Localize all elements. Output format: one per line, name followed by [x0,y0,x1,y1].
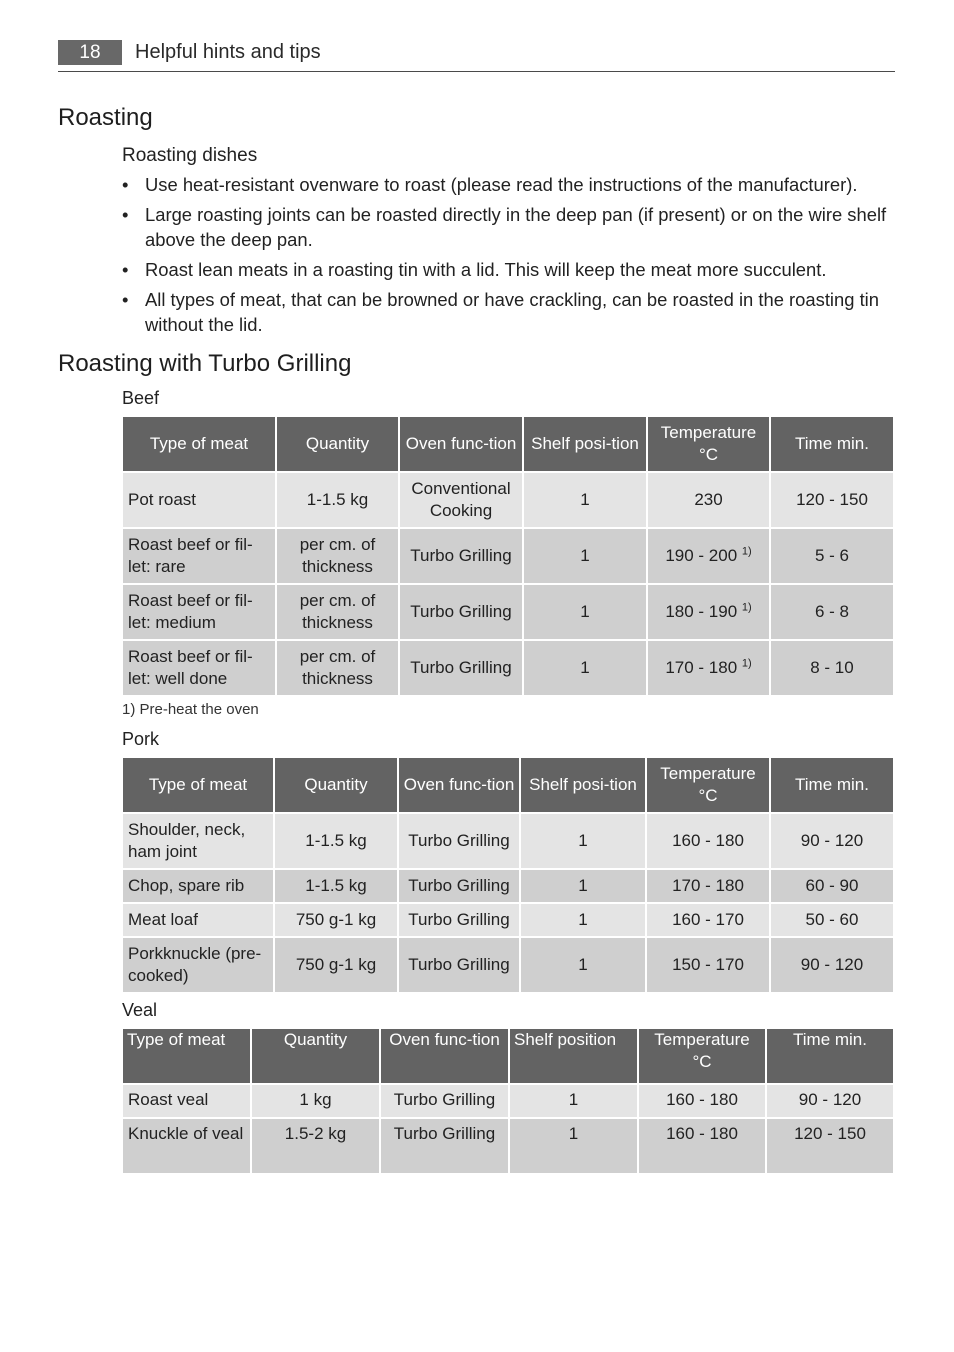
cell-quantity: 1-1.5 kg [275,870,397,902]
column-header-shelf: Shelf posi-tion [521,758,645,812]
column-header-temperature: Temperature °C [648,417,769,471]
page-header [58,40,895,72]
cell-type: Shoulder, neck, ham joint [123,814,273,868]
table-row [123,814,893,868]
cell-shelf: 1 [510,1119,637,1173]
roasting-tips-list [122,172,897,342]
turbo-grilling-heading: Roasting with Turbo Grilling [58,350,352,377]
cell-type: Pot roast [123,473,275,527]
column-header-temperature: Temperature °C [639,1029,765,1083]
cell-temperature: 230 [648,473,769,527]
cell-time: 6 - 8 [771,585,893,639]
beef-table [121,415,895,697]
table-row [123,1085,893,1117]
page-number: 18 [58,40,122,65]
cell-time: 90 - 120 [771,938,893,992]
cell-time: 120 - 150 [767,1119,893,1173]
cell-type: Meat loaf [123,904,273,936]
column-header-oven-function: Oven func-tion [400,417,522,471]
beef-label: Beef [122,388,160,408]
column-header-type: Type of meat [123,1029,250,1083]
list-item: • Roast lean meats in a roasting tin with a lid. This will keep the meat more succulent. [122,257,897,282]
cell-type: Knuckle of veal [123,1119,250,1173]
roasting-heading: Roasting [58,104,153,131]
table-header-row [123,1029,893,1083]
cell-oven-function: Turbo Grilling [400,529,522,583]
cell-temperature: 160 - 180 [639,1119,765,1173]
list-item: • Use heat-resistant ovenware to roast (please read the instructions of the manufacturer). [122,172,897,197]
footnote-mark: 1) [741,545,752,558]
column-header-oven-function: Oven func-tion [399,758,519,812]
cell-shelf: 1 [510,1085,637,1117]
column-header-shelf: Shelf posi-tion [524,417,646,471]
cell-shelf: 1 [521,904,645,936]
cell-time: 8 - 10 [771,641,893,695]
cell-temperature: 170 - 180 [647,870,769,902]
footnote-mark: 1) [741,657,752,670]
header-title: Helpful hints and tips [135,41,321,63]
cell-time: 90 - 120 [771,814,893,868]
cell-shelf: 1 [521,938,645,992]
cell-temperature: 160 - 180 [639,1085,765,1117]
cell-type: Roast beef or fil-let: rare [123,529,275,583]
table-row [123,938,893,992]
cell-oven-function: Turbo Grilling [399,870,519,902]
cell-quantity: 1-1.5 kg [277,473,398,527]
veal-table [121,1027,895,1175]
list-item: • Large roasting joints can be roasted directly in the deep pan (if present) or on the wire shelf above the deep pan. [122,202,897,252]
column-header-quantity: Quantity [275,758,397,812]
cell-shelf: 1 [524,585,646,639]
table-row [123,870,893,902]
cell-temperature [648,641,769,695]
roasting-dishes-subheading: Roasting dishes [122,145,258,166]
table-row [123,641,893,695]
table-row [123,585,893,639]
column-header-quantity: Quantity [277,417,398,471]
cell-time: 60 - 90 [771,870,893,902]
cell-oven-function: Turbo Grilling [400,585,522,639]
column-header-quantity: Quantity [252,1029,379,1083]
cell-quantity: 750 g-1 kg [275,904,397,936]
column-header-time: Time min. [771,417,893,471]
cell-oven-function: Turbo Grilling [400,641,522,695]
cell-oven-function: Turbo Grilling [399,814,519,868]
cell-type: Porkknuckle (pre-cooked) [123,938,273,992]
cell-shelf: 1 [524,641,646,695]
column-header-oven-function: Oven func-tion [381,1029,508,1083]
cell-oven-function: Turbo Grilling [399,904,519,936]
cell-quantity: 1.5-2 kg [252,1119,379,1173]
cell-shelf: 1 [521,870,645,902]
cell-shelf: 1 [521,814,645,868]
cell-type: Roast beef or fil-let: well done [123,641,275,695]
column-header-time: Time min. [767,1029,893,1083]
list-item: • All types of meat, that can be browned or have crackling, can be roasted in the roasting tin without the lid. [122,287,897,337]
cell-temperature: 160 - 170 [647,904,769,936]
footnote-mark: 1) [741,601,752,614]
table-row [123,473,893,527]
column-header-time: Time min. [771,758,893,812]
cell-quantity: 750 g-1 kg [275,938,397,992]
cell-temperature: 160 - 180 [647,814,769,868]
table-row [123,904,893,936]
table-row [123,1119,893,1173]
cell-type: Chop, spare rib [123,870,273,902]
column-header-type: Type of meat [123,417,275,471]
cell-quantity: per cm. of thickness [277,585,398,639]
cell-type: Roast beef or fil-let: medium [123,585,275,639]
pork-table [121,756,895,994]
cell-oven-function: Turbo Grilling [381,1119,508,1173]
temperature-value: 190 - 200 [665,546,738,565]
beef-footnote: 1) Pre-heat the oven [122,701,259,718]
temperature-value: 180 - 190 [665,602,738,621]
cell-oven-function: Turbo Grilling [381,1085,508,1117]
cell-oven-function: Conventional Cooking [400,473,522,527]
table-row [123,529,893,583]
column-header-shelf: Shelf position [510,1029,637,1083]
cell-time: 5 - 6 [771,529,893,583]
cell-quantity: per cm. of thickness [277,641,398,695]
table-header-row [123,417,893,471]
cell-quantity: 1 kg [252,1085,379,1117]
cell-type: Roast veal [123,1085,250,1117]
cell-temperature: 150 - 170 [647,938,769,992]
cell-temperature [648,585,769,639]
veal-label: Veal [122,1000,158,1020]
cell-oven-function: Turbo Grilling [399,938,519,992]
temperature-value: 170 - 180 [665,658,738,677]
column-header-temperature: Temperature °C [647,758,769,812]
cell-temperature [648,529,769,583]
table-header-row [123,758,893,812]
cell-time: 120 - 150 [771,473,893,527]
cell-shelf: 1 [524,529,646,583]
pork-label: Pork [122,729,160,749]
cell-shelf: 1 [524,473,646,527]
cell-quantity: 1-1.5 kg [275,814,397,868]
cell-quantity: per cm. of thickness [277,529,398,583]
cell-time: 90 - 120 [767,1085,893,1117]
cell-time: 50 - 60 [771,904,893,936]
column-header-type: Type of meat [123,758,273,812]
